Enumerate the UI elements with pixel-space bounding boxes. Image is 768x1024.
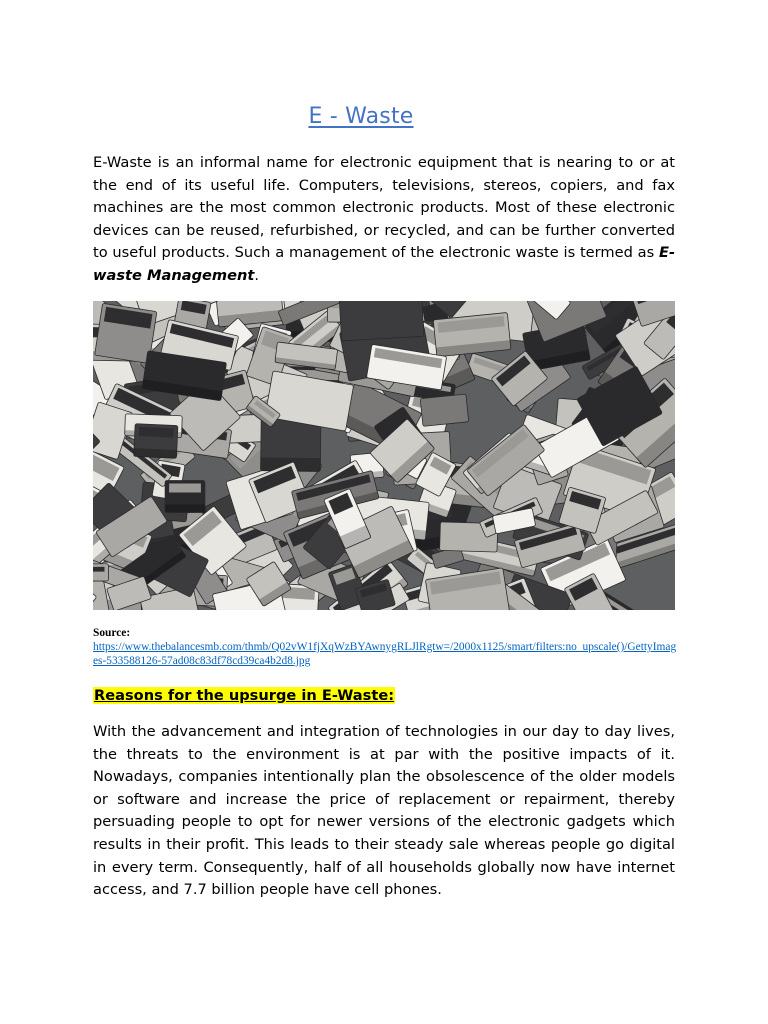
debris-item — [339, 301, 424, 341]
intro-emphasis: E-waste Management — [93, 244, 675, 284]
source-link[interactable]: https://www.thebalancesmb.com/thmb/Q02vW1fjXqWzBYAwnygRLJlRgtw=/2000x1125/smart/filters:no_upscale()/GettyImages-533588126-57ad08c83df78cd39ca4b2d8.jpg — [93, 641, 677, 667]
source-label: Source: — [93, 627, 131, 639]
document-title: E - Waste — [308, 104, 414, 129]
ewaste-photo-illustration — [93, 301, 675, 610]
intro-end: . — [254, 266, 260, 284]
intro-text: E-Waste is an informal name for electronic equipment that is nearing to or at the end of its useful life. Computers, televisions, stereos, copiers, and fax machines are the most common electronic products. Most of these electronic devices can be reused, refurbished, or recycled, and can be further converted to useful products. Such a management of the electronic waste is termed as — [93, 154, 675, 262]
debris-item — [420, 394, 468, 426]
source-citation — [93, 626, 678, 668]
debris-item — [165, 480, 205, 512]
section-heading — [93, 686, 395, 706]
section-paragraph: With the advancement and integration of technologies in our day to day lives, the threats to the environment is at par with the positive impacts of it. Nowadays, companies intentionally plan the obsolescence of the older models or software and increase the price of replacement or repairment, thereby persuading people to opt for newer versions of the electronic gadgets which results in their profit. This leads to their steady sale whereas people go digital in every term. Consequently, half of all households globally now have internet access, and 7.7 billion people have cell phones. — [93, 723, 675, 899]
debris-item — [433, 312, 511, 356]
debris-item — [134, 424, 178, 459]
ewaste-photo — [93, 301, 675, 610]
intro-paragraph — [93, 152, 675, 288]
debris-item — [93, 564, 109, 581]
section-heading-text: Reasons for the upsurge in E-Waste: — [94, 687, 395, 704]
